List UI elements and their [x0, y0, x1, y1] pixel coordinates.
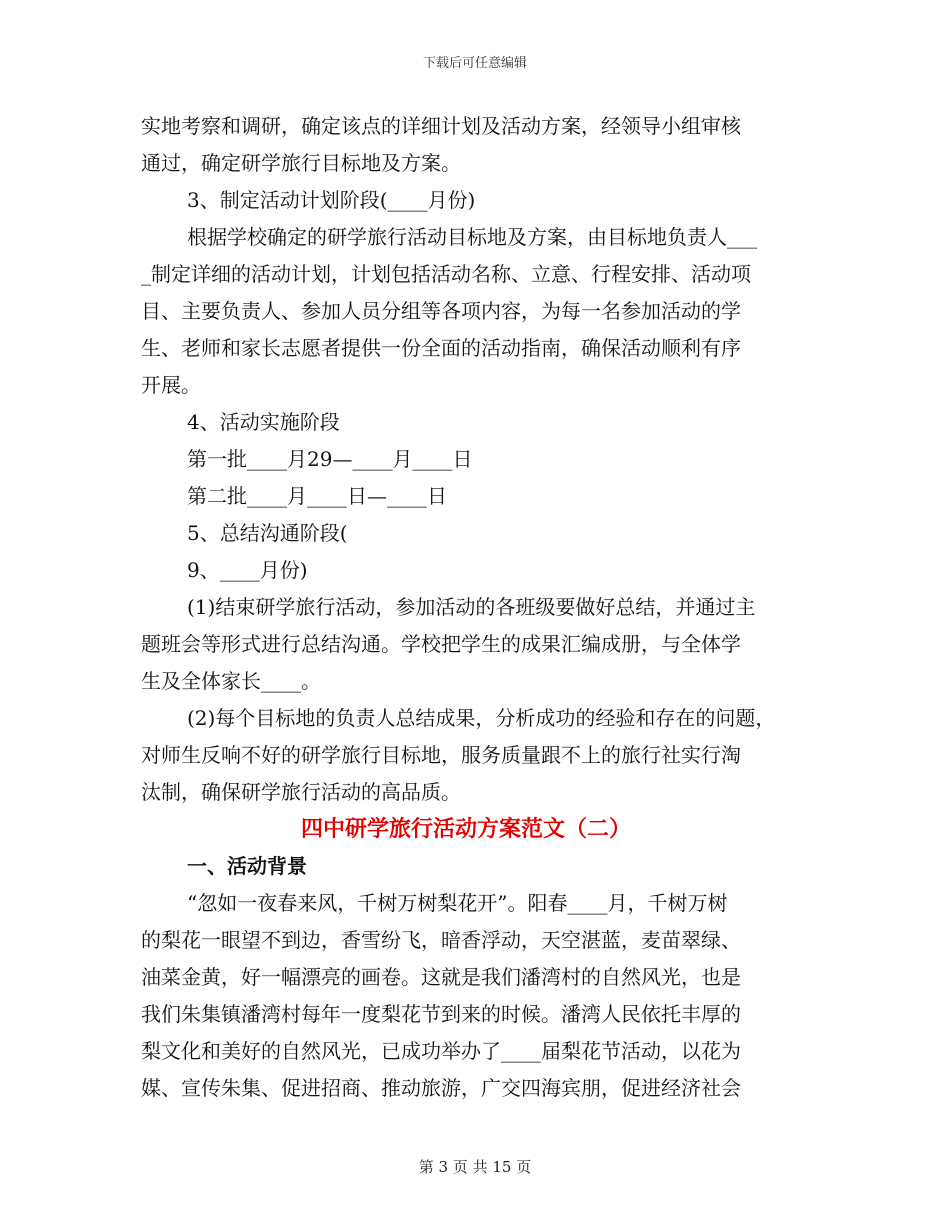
section-title: 四中研学旅行活动方案范文（二） [300, 816, 631, 842]
page-header-note: 下载后可任意编辑 [422, 56, 527, 71]
paragraph-line: 生及全体家长____。 [141, 669, 321, 693]
paragraph-line: 梨文化和美好的自然风光，已成功举办了____届梨花节活动，以花为 [141, 1039, 741, 1063]
paragraph-line: 实地考察和调研，确定该点的详细计划及活动方案，经领导小组审核 [141, 114, 741, 138]
step3-title: 3、制定活动计划阶段(____月份) [187, 188, 476, 212]
step5-title: 5、总结沟通阶段( [187, 521, 348, 545]
paragraph-line: 题班会等形式进行总结沟通。学校把学生的成果汇编成册，与全体学 [141, 632, 741, 656]
step5-month: 9、____月份) [187, 558, 308, 582]
document-body [141, 108, 811, 1107]
paragraph-line: 开展。 [141, 373, 201, 397]
paragraph-line: _制定详细的活动计划，计划包括活动名称、立意、行程安排、活动项 [141, 262, 751, 286]
paragraph-line: 媒、宣传朱集、促进招商、推动旅游，广交四海宾朋，促进经济社会 [141, 1076, 741, 1100]
paragraph-line: 根据学校确定的研学旅行活动目标地及方案，由目标地负责人___ [187, 225, 757, 249]
step4-title: 4、活动实施阶段 [187, 410, 340, 434]
paragraph-line: 目、主要负责人、参加人员分组等各项内容，为每一名参加活动的学 [141, 299, 741, 323]
paragraph-line: (2)每个目标地的负责人总结成果，分析成功的经验和存在的问题， [187, 706, 776, 730]
page-number-footer: 第 3 页 共 15 页 [418, 1158, 532, 1176]
section-subtitle: 一、活动背景 [187, 854, 307, 878]
paragraph-line: 我们朱集镇潘湾村每年一度梨花节到来的时候。潘湾人民依托丰厚的 [141, 1002, 741, 1026]
paragraph-line: 对师生反响不好的研学旅行目标地，服务质量跟不上的旅行社实行淘 [141, 743, 741, 767]
paragraph-line: 生、老师和家长志愿者提供一份全面的活动指南，确保活动顺利有序 [141, 336, 741, 360]
paragraph-line: 汰制，确保研学旅行活动的高品质。 [141, 780, 461, 804]
paragraph-line: 的梨花一眼望不到边，香雪纷飞，暗香浮动，天空湛蓝，麦苗翠绿、 [141, 928, 741, 952]
batch1-line: 第一批____月29—____月____日 [187, 447, 473, 471]
paragraph-line: 油菜金黄，好一幅漂亮的画卷。这就是我们潘湾村的自然风光，也是 [141, 965, 741, 989]
paragraph-line: 通过，确定研学旅行目标地及方案。 [141, 151, 461, 175]
paragraph-line: “忽如一夜春来风，千树万树梨花开”。阳春____月，千树万树 [187, 891, 728, 915]
paragraph-line: (1)结束研学旅行活动，参加活动的各班级要做好总结，并通过主 [187, 595, 756, 619]
batch2-line: 第二批____月____日—____日 [187, 484, 447, 508]
